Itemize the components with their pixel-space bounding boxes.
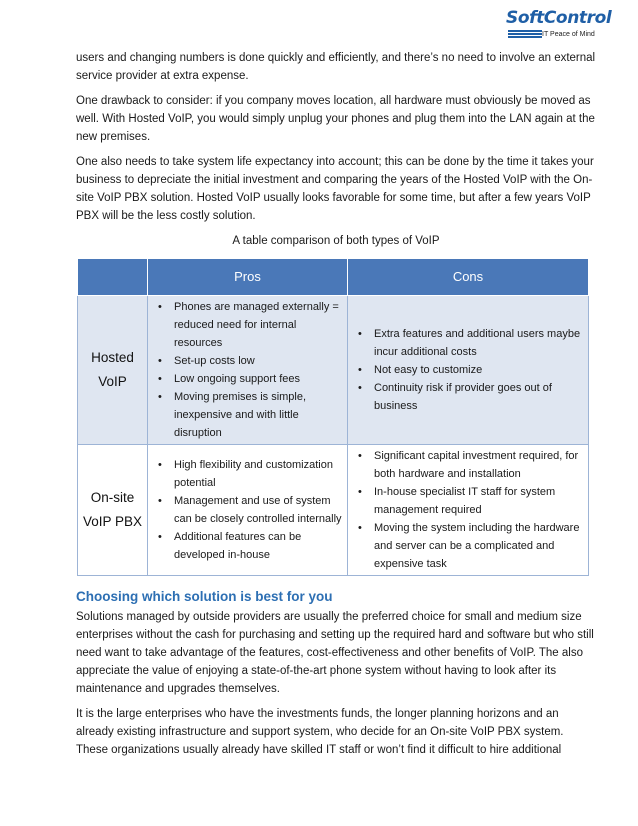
document-body bbox=[76, 49, 596, 766]
paragraph: Solutions managed by outside providers are usually the preferred choice for small and medium size enterprises without the cash for purchasing and setting up the required hard and software but who still need want to take advantage of the features, cost-effectiveness and other benefits of VoIP. The also appreciate the value of enjoying a state-of-the-art phone system without having to look after its maintenance and upgrades themselves. bbox=[76, 611, 594, 695]
list-item: • High flexibility and customization potential bbox=[174, 456, 343, 492]
cons-cell bbox=[348, 445, 589, 576]
header-cell-empty bbox=[78, 259, 148, 296]
row-label: On-site VoIP PBX bbox=[78, 445, 148, 576]
logo-wordmark: SoftControl bbox=[506, 8, 612, 28]
header-cell-cons: Cons bbox=[348, 259, 589, 296]
paragraph: One also needs to take system life expectancy into account; this can be done by the time it takes your business to depreciate the initial investment and comparing the years of the Hosted VoIP with the On-site VoIP PBX solution. Hosted VoIP usually looks favorable for some time, but after a few years VoIP PBX will be the less costly solution. bbox=[76, 156, 594, 222]
section-heading: Choosing which solution is best for you bbox=[76, 589, 333, 604]
softcontrol-logo bbox=[506, 8, 632, 44]
list-item: • Phones are managed externally = reduced need for internal resources bbox=[174, 298, 343, 352]
table-caption: A table comparison of both types of VoIP bbox=[232, 235, 440, 247]
list-item: • Low ongoing support fees bbox=[174, 370, 343, 388]
list-item: • Management and use of system can be closely controlled internally bbox=[174, 492, 343, 528]
list-item: • Moving premises is simple, inexpensive and with little disruption bbox=[174, 388, 343, 442]
paragraph: It is the large enterprises who have the investments funds, the longer planning horizons and an already existing infrastructure and support system, who decide for an On-site VoIP PBX system. These organizations usually already have skilled IT staff or won’t find it difficult to hire additional bbox=[76, 708, 564, 756]
logo-stripes-icon bbox=[508, 30, 542, 42]
list-item: • Set-up costs low bbox=[174, 352, 343, 370]
list-item: • Additional features can be developed in-house bbox=[174, 528, 343, 564]
pros-cell bbox=[148, 445, 348, 576]
comparison-table bbox=[77, 258, 589, 576]
table-header-row bbox=[78, 259, 589, 296]
table-row-onsite bbox=[78, 445, 589, 576]
paragraph: users and changing numbers is done quickly and efficiently, and there’s no need to involve an external service provider at extra expense. bbox=[76, 52, 596, 82]
cons-cell bbox=[348, 296, 589, 445]
paragraph: One drawback to consider: if you company moves location, all hardware must obviously be moved as well. With Hosted VoIP, you would simply unplug your phones and plug them into the LAN again at the new premises. bbox=[76, 95, 595, 143]
list-item: • Continuity risk if provider goes out of business bbox=[374, 379, 584, 415]
list-item: • Moving the system including the hardware and server can be a complicated and expensive task bbox=[374, 519, 584, 573]
logo-tagline: IT Peace of Mind bbox=[542, 31, 595, 38]
list-item: • Extra features and additional users maybe incur additional costs bbox=[374, 325, 584, 361]
header-cell-pros: Pros bbox=[148, 259, 348, 296]
table-row-hosted bbox=[78, 296, 589, 445]
row-label: Hosted VoIP bbox=[78, 296, 148, 445]
list-item: • Not easy to customize bbox=[374, 361, 584, 379]
list-item: • Significant capital investment required, for both hardware and installation bbox=[374, 447, 584, 483]
list-item: • In-house specialist IT staff for system management required bbox=[374, 483, 584, 519]
pros-cell bbox=[148, 296, 348, 445]
